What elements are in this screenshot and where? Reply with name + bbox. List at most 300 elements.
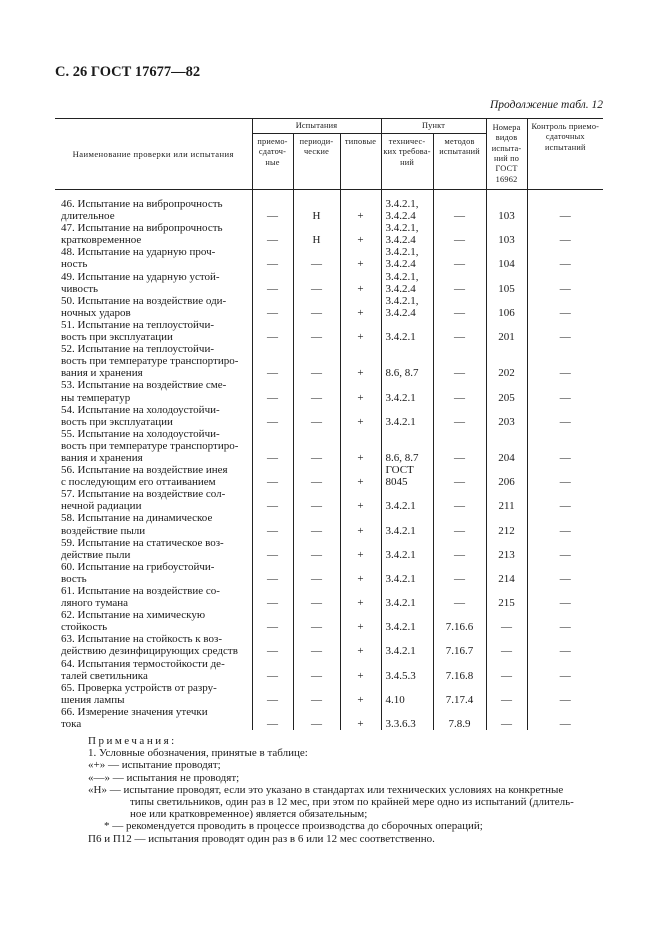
tech-req-line: 3.4.2.1: [385, 524, 416, 537]
table-row: [55, 295, 603, 319]
table-row: [55, 343, 603, 379]
dash-mark: —: [311, 597, 322, 610]
cell-acceptance: [252, 271, 293, 295]
cell-acceptance: [252, 379, 293, 403]
cell-tech-req: [381, 295, 433, 319]
row-name-line: талей светильника: [61, 669, 148, 682]
table-body: [55, 190, 603, 731]
dash-mark: —: [267, 572, 278, 585]
page-header: С. 26 ГОСТ 17677—82: [55, 64, 201, 80]
cell-acceptance: [252, 537, 293, 561]
cell-control: [527, 561, 603, 585]
cell-acceptance: [252, 246, 293, 270]
cell-value: +: [357, 306, 364, 319]
tech-req-line: 3.4.2.1: [385, 645, 416, 658]
cell-methods: [433, 379, 486, 403]
cell-value: +: [357, 548, 364, 561]
cell-type: [340, 246, 381, 270]
cell-acceptance: [252, 512, 293, 536]
tech-req-line: 8.6, 8.7: [385, 367, 419, 380]
dash-mark: —: [267, 548, 278, 561]
row-name: [55, 428, 252, 464]
table-row: [55, 561, 603, 585]
row-name-line: 58. Испытание на динамическое: [61, 512, 213, 525]
header-clause: Пункт: [381, 119, 486, 134]
tech-req-line: 3.4.2.1: [385, 415, 416, 428]
cell-value: +: [357, 476, 364, 489]
cell-tech-req: [381, 609, 433, 633]
table-row: [55, 682, 603, 706]
row-name: [55, 379, 252, 403]
spacer-line: [386, 537, 433, 549]
row-name-line: 64. Испытания термостойкости де-: [61, 657, 225, 670]
cell-methods: [433, 512, 486, 536]
tech-req-line: 3.4.2.1: [385, 548, 416, 561]
tech-req-line: 3.4.2.1: [385, 572, 416, 585]
cell-methods: [433, 295, 486, 319]
dash-mark: —: [267, 645, 278, 658]
cell-gost-number: [486, 271, 527, 295]
row-name: [55, 246, 252, 270]
header-tests: Испытания: [252, 119, 381, 134]
cell-value: +: [357, 282, 364, 295]
dash-mark: —: [454, 500, 466, 513]
dash-mark: —: [559, 451, 571, 464]
cell-acceptance: [252, 609, 293, 633]
table-row: [55, 428, 603, 464]
cell-tech-req: [381, 246, 433, 270]
cell-methods: [433, 488, 486, 512]
table-row: [55, 464, 603, 488]
cell-periodic: [293, 271, 340, 295]
header-type: типовые: [340, 134, 381, 190]
cell-periodic: [293, 246, 340, 270]
cell-periodic: [293, 404, 340, 428]
cell-acceptance: [252, 319, 293, 343]
tech-req-line: 3.4.2.1: [385, 621, 416, 634]
dash-mark: —: [559, 645, 571, 658]
cell-value: 106: [498, 306, 515, 319]
spacer-line: [386, 488, 433, 500]
row-name: [55, 658, 252, 682]
cell-tech-req: [381, 464, 433, 488]
row-name-line: вость при температуре транспортиро-: [61, 439, 239, 452]
dash-mark: —: [267, 210, 278, 223]
cell-type: [340, 464, 381, 488]
cell-value: +: [357, 391, 364, 404]
cell-gost-number: [486, 633, 527, 657]
cell-value: 7.16.6: [445, 621, 474, 634]
dash-mark: —: [311, 391, 322, 404]
row-name-line: вость при эксплуатации: [61, 331, 173, 344]
cell-methods: [433, 222, 486, 246]
header-tech-req: техничес-ких требова-ний: [381, 134, 433, 190]
cell-methods: [433, 428, 486, 464]
dash-mark: —: [501, 645, 513, 658]
cell-periodic: [293, 537, 340, 561]
tech-req-line: 3.4.2.4: [385, 282, 416, 295]
note-line: «Н» — испытание проводят, если это указано в стандартах или технических условиях на конкретные: [88, 783, 564, 796]
table-row: [55, 271, 603, 295]
tech-req-line: 3.4.2.1,: [385, 246, 419, 259]
cell-periodic: [293, 190, 340, 223]
row-name: [55, 295, 252, 319]
row-name-line: стойкость: [61, 621, 108, 634]
row-name-line: нечной радиации: [61, 500, 142, 513]
table-row: [55, 404, 603, 428]
dash-mark: —: [311, 476, 322, 489]
cell-acceptance: [252, 706, 293, 730]
dash-mark: —: [454, 282, 466, 295]
cell-tech-req: [381, 319, 433, 343]
cell-type: [340, 295, 381, 319]
cell-tech-req: [381, 633, 433, 657]
row-name: [55, 585, 252, 609]
row-name-line: 59. Испытание на статическое воз-: [61, 536, 224, 549]
cell-control: [527, 706, 603, 730]
row-name-line: воздействие пыли: [61, 524, 146, 537]
cell-type: [340, 633, 381, 657]
dash-mark: —: [311, 693, 322, 706]
dash-mark: —: [311, 548, 322, 561]
table-row: [55, 609, 603, 633]
cell-type: [340, 379, 381, 403]
row-name-line: ность: [61, 258, 88, 271]
dash-mark: —: [311, 282, 322, 295]
dash-mark: —: [311, 621, 322, 634]
tech-req-line: 3.4.2.1,: [385, 294, 419, 307]
cell-value: 7.8.9: [448, 718, 471, 731]
cell-value: 7.16.7: [445, 645, 474, 658]
row-name-line: 61. Испытание на воздействие со-: [61, 585, 220, 597]
cell-value: +: [357, 669, 364, 682]
spacer-line: [386, 706, 433, 718]
cell-methods: [433, 706, 486, 730]
cell-gost-number: [486, 319, 527, 343]
dash-mark: —: [559, 282, 571, 295]
dash-mark: —: [311, 500, 322, 513]
cell-methods: [433, 319, 486, 343]
cell-value: +: [357, 524, 364, 537]
cell-control: [527, 512, 603, 536]
row-name-line: вания и хранения: [61, 451, 143, 464]
table-row: [55, 319, 603, 343]
row-name-line: 46. Испытание на вибропрочность: [61, 198, 223, 210]
dash-mark: —: [559, 415, 571, 428]
tests-table: [55, 118, 603, 730]
cell-tech-req: [381, 682, 433, 706]
cell-control: [527, 428, 603, 464]
cell-control: [527, 271, 603, 295]
table-row: [55, 190, 603, 223]
dash-mark: —: [501, 718, 513, 731]
row-name: [55, 706, 252, 730]
tech-req-line: 3.4.5.3: [385, 669, 416, 682]
dash-mark: —: [454, 331, 466, 344]
tech-req-line: 8.6, 8.7: [385, 451, 419, 464]
cell-gost-number: [486, 246, 527, 270]
cell-gost-number: [486, 609, 527, 633]
header-periodic: периоди-ческие: [293, 134, 340, 190]
row-name: [55, 561, 252, 585]
cell-periodic: [293, 658, 340, 682]
dash-mark: —: [267, 597, 278, 610]
dash-mark: —: [559, 669, 571, 682]
cell-tech-req: [381, 561, 433, 585]
cell-tech-req: [381, 190, 433, 223]
cell-value: Н: [312, 234, 321, 247]
cell-control: [527, 658, 603, 682]
row-name-line: ляного тумана: [61, 597, 128, 610]
cell-acceptance: [252, 222, 293, 246]
cell-value: +: [357, 210, 364, 223]
dash-mark: —: [311, 306, 322, 319]
dash-mark: —: [559, 476, 571, 489]
table-row: [55, 585, 603, 609]
dash-mark: —: [311, 331, 322, 344]
cell-periodic: [293, 379, 340, 403]
dash-mark: —: [267, 621, 278, 634]
row-name: [55, 633, 252, 657]
spacer-line: [386, 428, 433, 440]
cell-gost-number: [486, 706, 527, 730]
cell-periodic: [293, 585, 340, 609]
cell-periodic: [293, 706, 340, 730]
cell-gost-number: [486, 222, 527, 246]
dash-mark: —: [267, 718, 278, 731]
cell-control: [527, 222, 603, 246]
note-line: типы светильников, один раз в 12 мес, при этом по крайней мере одно из испытаний (длитель-: [130, 796, 574, 809]
cell-value: 215: [498, 597, 515, 610]
dash-mark: —: [559, 367, 571, 380]
row-name: [55, 512, 252, 536]
row-name-line: с последующим его оттаиванием: [61, 476, 216, 489]
row-name-line: 53. Испытание на воздействие сме-: [61, 379, 227, 392]
row-name-line: 60. Испытание на грибоустойчи-: [61, 560, 215, 573]
cell-acceptance: [252, 428, 293, 464]
spacer-line: [386, 633, 433, 645]
dash-mark: —: [311, 669, 322, 682]
row-name-line: действию дезинфицирующих средств: [61, 645, 238, 658]
dash-mark: —: [559, 500, 571, 513]
tech-req-line: 3.3.6.3: [385, 718, 416, 731]
dash-mark: —: [559, 258, 571, 271]
row-name-line: 66. Измерение значения утечки: [61, 705, 208, 718]
dash-mark: —: [559, 718, 571, 731]
row-name-line: чивость: [61, 282, 99, 295]
cell-acceptance: [252, 464, 293, 488]
cell-value: 105: [498, 282, 515, 295]
cell-acceptance: [252, 633, 293, 657]
tech-req-line: 3.4.2.1: [385, 331, 416, 344]
cell-value: +: [357, 331, 364, 344]
table-row: [55, 537, 603, 561]
cell-gost-number: [486, 295, 527, 319]
dash-mark: —: [454, 524, 466, 537]
cell-control: [527, 488, 603, 512]
cell-acceptance: [252, 295, 293, 319]
cell-value: 211: [498, 500, 515, 513]
cell-control: [527, 379, 603, 403]
dash-mark: —: [559, 548, 571, 561]
cell-value: Н: [312, 210, 321, 223]
cell-type: [340, 488, 381, 512]
note-line: 1. Условные обозначения, принятые в таблице:: [88, 747, 308, 760]
dash-mark: —: [267, 282, 278, 295]
cell-periodic: [293, 295, 340, 319]
row-name-line: действие пыли: [61, 548, 131, 561]
cell-tech-req: [381, 488, 433, 512]
cell-methods: [433, 682, 486, 706]
dash-mark: —: [311, 572, 322, 585]
row-name-line: 48. Испытание на ударную проч-: [61, 246, 216, 259]
dash-mark: —: [267, 524, 278, 537]
row-name-line: 63. Испытание на стойкость к воз-: [61, 633, 223, 646]
tech-req-line: 3.4.2.1: [385, 391, 416, 404]
cell-tech-req: [381, 379, 433, 403]
dash-mark: —: [559, 693, 571, 706]
row-name-line: 65. Проверка устройств от разру-: [61, 681, 217, 694]
row-name-line: 52. Испытание на теплоустойчи-: [61, 343, 215, 356]
cell-control: [527, 537, 603, 561]
tech-req-line: 8045: [385, 476, 408, 489]
cell-periodic: [293, 512, 340, 536]
spacer-line: [386, 440, 433, 452]
table-row: [55, 633, 603, 657]
cell-type: [340, 682, 381, 706]
row-name-line: длительное: [61, 210, 115, 223]
row-name-line: вания и хранения: [61, 367, 143, 380]
dash-mark: —: [559, 597, 571, 610]
cell-type: [340, 512, 381, 536]
dash-mark: —: [501, 621, 513, 634]
cell-methods: [433, 537, 486, 561]
dash-mark: —: [559, 572, 571, 585]
tech-req-line: 4.10: [385, 693, 405, 706]
cell-value: 203: [498, 415, 515, 428]
dash-mark: —: [454, 415, 466, 428]
row-name-line: ны температур: [61, 391, 131, 404]
dash-mark: —: [311, 718, 322, 731]
cell-methods: [433, 633, 486, 657]
cell-value: 201: [498, 331, 515, 344]
cell-gost-number: [486, 404, 527, 428]
table-row: [55, 658, 603, 682]
table-row: [55, 379, 603, 403]
dash-mark: —: [559, 306, 571, 319]
cell-value: 214: [498, 572, 515, 585]
row-name: [55, 404, 252, 428]
dash-mark: —: [454, 548, 466, 561]
cell-value: 7.16.8: [445, 669, 474, 682]
row-name-line: 57. Испытание на воздействие сол-: [61, 488, 226, 501]
dash-mark: —: [454, 306, 466, 319]
cell-acceptance: [252, 585, 293, 609]
table-row: [55, 222, 603, 246]
cell-type: [340, 271, 381, 295]
cell-type: [340, 190, 381, 223]
cell-value: +: [357, 572, 364, 585]
cell-control: [527, 633, 603, 657]
dash-mark: —: [311, 367, 322, 380]
row-name: [55, 609, 252, 633]
dash-mark: —: [267, 500, 278, 513]
cell-gost-number: [486, 658, 527, 682]
spacer-line: [386, 512, 433, 524]
cell-type: [340, 404, 381, 428]
table-row: [55, 512, 603, 536]
dash-mark: —: [311, 524, 322, 537]
notes: [88, 735, 608, 845]
cell-methods: [433, 464, 486, 488]
header-control: Контроль приемо-сдаточных испытаний: [527, 119, 603, 190]
cell-periodic: [293, 343, 340, 379]
row-name-line: 62. Испытание на химическую: [61, 609, 206, 622]
row-name: [55, 488, 252, 512]
spacer-line: [386, 404, 433, 416]
row-name: [55, 222, 252, 246]
cell-tech-req: [381, 706, 433, 730]
note-line: П6 и П12 — испытания проводят один раз в 6 или 12 мес соответственно.: [88, 832, 435, 845]
row-name: [55, 537, 252, 561]
dash-mark: —: [454, 210, 466, 223]
tech-req-line: ГОСТ: [385, 464, 414, 477]
cell-type: [340, 537, 381, 561]
cell-periodic: [293, 428, 340, 464]
row-name-line: 55. Испытание на холодоустойчи-: [61, 427, 220, 440]
cell-value: 103: [498, 234, 515, 247]
dash-mark: —: [454, 476, 466, 489]
header-acceptance: приемо-сдаточ-ные: [252, 134, 293, 190]
cell-tech-req: [381, 343, 433, 379]
cell-type: [340, 658, 381, 682]
dash-mark: —: [559, 331, 571, 344]
dash-mark: —: [267, 669, 278, 682]
cell-acceptance: [252, 658, 293, 682]
dash-mark: —: [501, 693, 513, 706]
cell-value: +: [357, 621, 364, 634]
cell-value: 213: [498, 548, 515, 561]
tech-req-line: 3.4.2.4: [385, 258, 416, 271]
dash-mark: —: [501, 669, 513, 682]
cell-periodic: [293, 488, 340, 512]
notes-lines: [88, 747, 608, 845]
cell-value: 202: [498, 367, 515, 380]
cell-tech-req: [381, 428, 433, 464]
cell-periodic: [293, 222, 340, 246]
dash-mark: —: [454, 234, 466, 247]
dash-mark: —: [454, 572, 466, 585]
dash-mark: —: [454, 451, 466, 464]
cell-tech-req: [381, 537, 433, 561]
table-continuation-label: Продолжение табл. 12: [490, 99, 603, 111]
cell-acceptance: [252, 682, 293, 706]
cell-control: [527, 585, 603, 609]
cell-control: [527, 343, 603, 379]
header-name: Наименование проверки или испытания: [55, 119, 252, 190]
dash-mark: —: [311, 451, 322, 464]
row-name-line: 50. Испытание на воздействие оди-: [61, 294, 227, 307]
dash-mark: —: [454, 391, 466, 404]
cell-value: 206: [498, 476, 515, 489]
cell-acceptance: [252, 404, 293, 428]
cell-control: [527, 404, 603, 428]
cell-tech-req: [381, 512, 433, 536]
row-name-line: 47. Испытание на вибропрочность: [61, 222, 223, 235]
row-name: [55, 271, 252, 295]
cell-methods: [433, 561, 486, 585]
cell-gost-number: [486, 537, 527, 561]
